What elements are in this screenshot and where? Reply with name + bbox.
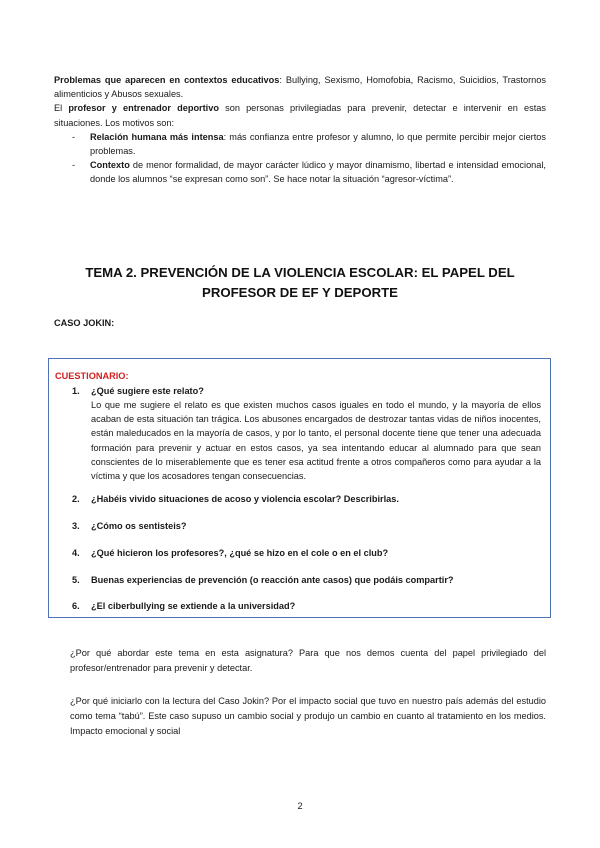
question-answer: Lo que me sugiere el relato es que existen muchos casos iguales en todo el mundo, y la mayoría de ellos acaban de esta situación tan trágica. Los abusones encargados de destrozar tantas vidas de niños inocentes, están maleducados en la mayoría de casos, y por lo tanto, el personal docente tiene que tener una adecuada formación para prevenir y actuar en estos casos, ya sea intentando educar al alumnado para que sean conscientes de lo miserablemente que es tener esa actitud frente a otros compañeros como para ayudar a la víctima y que los acosadores tengan consecuencias. <box>91 400 541 482</box>
question-text: ¿El ciberbullying se extiende a la universidad? <box>91 601 296 611</box>
reason-label: Relación humana más intensa <box>90 131 224 142</box>
privileged-paragraph <box>54 101 546 129</box>
page-number: 2 <box>297 801 303 811</box>
privileged-text: son personas privilegiadas para prevenir, detectar e intervenir en estas situaciones. Los motivos son: <box>54 103 546 128</box>
intro-section <box>54 73 546 187</box>
questionnaire-heading: CUESTIONARIO: <box>55 371 129 381</box>
question-number: 4. <box>72 548 80 558</box>
reasons-list <box>54 130 546 187</box>
problems-text: : Bullying, Sexismo, Homofobia, Racismo, Suicidios, Trastornos alimenticios y Abusos sexuales. <box>54 75 546 100</box>
problems-label: Problemas que aparecen en contextos educativos <box>54 75 280 85</box>
reason-text: de menor formalidad, de mayor carácter lúdico y mayor dinamismo, libertad e intensidad emocional, donde los alumnos “se expresan como son”. Se hace notar la situación “agresor-víctima”. <box>90 160 546 185</box>
question-number: 2. <box>72 494 80 504</box>
question-text: Buenas experiencias de prevención (o reacción ante casos) que podáis compartir? <box>91 575 454 585</box>
list-item <box>54 158 546 186</box>
title-line-1: TEMA 2. PREVENCIÓN DE LA VIOLENCIA ESCOLAR: EL PAPEL DEL <box>85 265 515 280</box>
privileged-prefix: El <box>54 103 69 114</box>
title-line-2: PROFESOR DE EF Y DEPORTE <box>202 285 398 300</box>
bullet-text: ¿Por qué abordar este tema en esta asignatura? Para que nos demos cuenta del papel privilegiado del profesor/entrenador para prevenir y detectar. <box>70 648 546 673</box>
privileged-label: profesor y entrenador deportivo <box>68 103 219 114</box>
question-text: ¿Cómo os sentisteis? <box>91 521 187 531</box>
reason-label: Contexto <box>90 160 130 171</box>
question-number: 3. <box>72 521 80 531</box>
question-text: ¿Qué sugiere este relato? <box>91 386 204 396</box>
page-title <box>54 263 546 303</box>
questionnaire-box <box>48 358 551 618</box>
bullet-text: ¿Por qué iniciarlo con la lectura del Caso Jokin? Por el impacto social que tuvo en nuestro país además del estudio como tema “tabú”. Este caso supuso un cambio social y produjo un cambio en cuanto al tratamiento en los medios. Impacto emocional y social <box>70 696 546 736</box>
question-text: ¿Habéis vivido situaciones de acoso y violencia escolar? Describirlas. <box>91 494 399 504</box>
question-number: 5. <box>72 575 80 585</box>
problems-paragraph <box>54 73 546 101</box>
question-number: 1. <box>72 386 80 396</box>
dash-marker: - <box>72 160 76 171</box>
dash-marker: - <box>72 131 76 142</box>
caso-label: CASO JOKIN: <box>54 318 115 328</box>
question-number: 6. <box>72 601 80 611</box>
question-text: ¿Qué hicieron los profesores?, ¿qué se hizo en el cole o en el club? <box>91 548 389 558</box>
list-item <box>54 130 546 158</box>
reason-text: : más confianza entre profesor y alumno, lo que permite percibir mejor ciertos problemas. <box>90 131 546 157</box>
